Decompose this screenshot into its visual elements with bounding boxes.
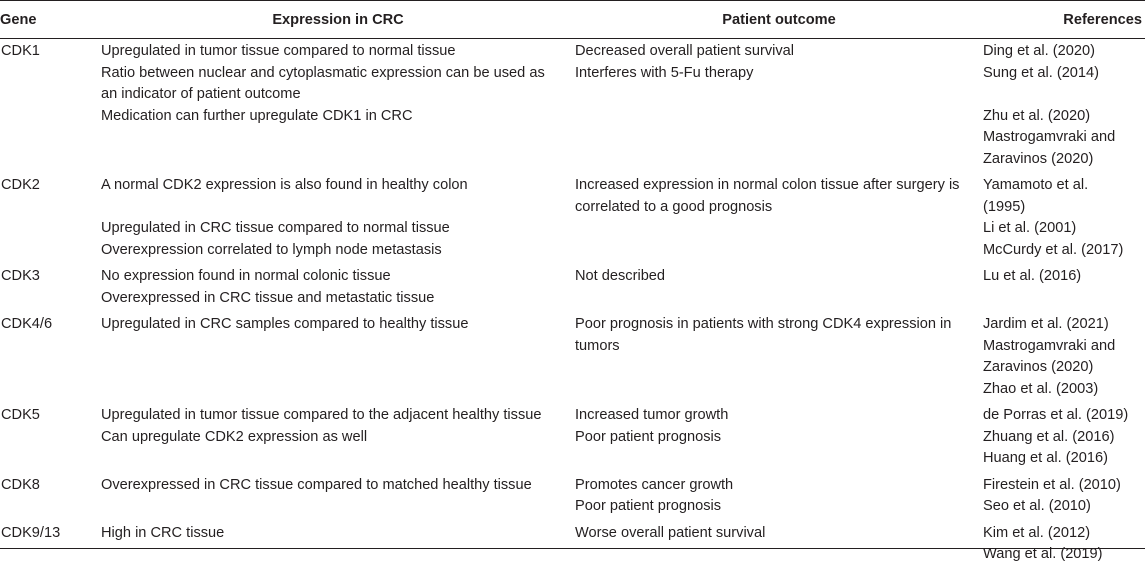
references-cell — [983, 264, 1145, 312]
expression-cell — [101, 312, 575, 403]
outcome-line — [575, 149, 983, 171]
outcome-line: Worse overall patient survival — [575, 524, 766, 541]
outcome-cell — [575, 39, 983, 173]
gene-cell: CDK8 — [1, 476, 40, 493]
table-row — [0, 403, 1145, 473]
reference-line: Zhao et al. (2003) — [983, 380, 1099, 397]
reference-line: de Porras et al. (2019) — [983, 407, 1129, 423]
reference-line: Jardim et al. (2021) — [983, 316, 1109, 332]
outcome-cell — [575, 403, 983, 473]
table-row — [0, 264, 1145, 312]
outcome-line: Promotes cancer growth — [575, 476, 734, 493]
expression-line: A normal CDK2 expression is also found in healthy colon — [101, 177, 468, 193]
outcome-line — [575, 127, 983, 149]
expression-line — [101, 197, 575, 219]
outcome-line — [575, 379, 983, 401]
outcome-cell — [575, 173, 983, 264]
outcome-line: Poor patient prognosis — [575, 498, 722, 514]
table-body — [0, 39, 1145, 569]
expression-line — [101, 379, 575, 401]
table-row — [0, 473, 1145, 521]
expression-cell — [101, 473, 575, 521]
expression-line: Upregulated in CRC tissue compared to normal tissue — [101, 220, 450, 236]
expression-line: No expression found in normal colonic tissue — [101, 268, 391, 284]
reference-line: Zhu et al. (2020) — [983, 107, 1091, 124]
references-cell — [983, 173, 1145, 264]
references-cell — [983, 521, 1145, 569]
outcome-line: Not described — [575, 268, 666, 284]
expression-line: Medication can further upregulate CDK1 in CRC — [101, 107, 413, 124]
expression-cell — [101, 403, 575, 473]
header-outcome: Patient outcome — [722, 11, 836, 28]
outcome-cell — [575, 521, 983, 569]
expression-line: Overexpressed in CRC tissue and metastatic tissue — [101, 289, 435, 306]
expression-line: Upregulated in tumor tissue compared to the adjacent healthy tissue — [101, 407, 542, 423]
outcome-line — [575, 288, 983, 310]
reference-line: McCurdy et al. (2017) — [983, 241, 1124, 258]
outcome-line: Increased tumor growth — [575, 407, 729, 423]
table-row — [0, 521, 1145, 569]
reference-line — [983, 288, 1143, 310]
outcome-cell — [575, 312, 983, 403]
outcome-line — [575, 448, 983, 470]
reference-line: Seo et al. (2010) — [983, 498, 1091, 514]
expression-line: Ratio between nuclear and cytoplasmatic expression can be used as — [101, 64, 545, 81]
outcome-line — [575, 240, 983, 262]
outcome-line: Interferes with 5-Fu therapy — [575, 64, 754, 81]
reference-line: Lu et al. (2016) — [983, 268, 1082, 284]
header-row — [0, 0, 1145, 39]
table-row — [0, 173, 1145, 264]
expression-line — [101, 127, 575, 149]
expression-line — [101, 544, 575, 566]
expression-line: Can upregulate CDK2 expression as well — [101, 428, 368, 445]
header-expression: Expression in CRC — [272, 11, 404, 28]
expression-line — [101, 336, 575, 358]
outcome-line — [575, 84, 983, 106]
table-row — [0, 312, 1145, 403]
reference-line: Mastrogamvraki and — [983, 337, 1116, 354]
expression-line: Upregulated in tumor tissue compared to normal tissue — [101, 43, 456, 59]
reference-line: Zaravinos (2020) — [983, 150, 1094, 167]
table-row — [0, 39, 1145, 173]
expression-line — [101, 448, 575, 470]
outcome-line: correlated to a good prognosis — [575, 198, 773, 215]
outcome-line — [575, 357, 983, 379]
expression-cell — [101, 521, 575, 569]
reference-line: Wang et al. (2019) — [983, 546, 1103, 562]
gene-cell: CDK2 — [1, 177, 40, 193]
outcome-line: Poor patient prognosis — [575, 428, 722, 445]
references-cell — [983, 403, 1145, 473]
expression-line — [101, 357, 575, 379]
reference-line: Zaravinos (2020) — [983, 359, 1094, 375]
outcome-line — [575, 106, 983, 128]
expression-line: High in CRC tissue — [101, 524, 225, 541]
reference-line: Yamamoto et al. — [983, 177, 1089, 193]
gene-cell: CDK3 — [1, 268, 40, 284]
reference-line — [983, 84, 1143, 106]
expression-cell — [101, 39, 575, 173]
references-cell — [983, 39, 1145, 173]
outcome-cell — [575, 264, 983, 312]
outcome-cell — [575, 473, 983, 521]
outcome-line: Poor prognosis in patients with strong CDK4 expression in — [575, 316, 952, 332]
gene-cell: CDK9/13 — [1, 524, 61, 541]
reference-line: Mastrogamvraki and — [983, 129, 1116, 145]
reference-line: Li et al. (2001) — [983, 220, 1077, 236]
outcome-line: tumors — [575, 337, 620, 354]
expression-line — [101, 149, 575, 171]
header-gene: Gene — [0, 11, 37, 28]
outcome-line — [575, 218, 983, 240]
expression-cell — [101, 173, 575, 264]
reference-line: Firestein et al. (2010) — [983, 476, 1121, 493]
references-cell — [983, 312, 1145, 403]
reference-line: Huang et al. (2016) — [983, 450, 1108, 466]
expression-line: Overexpressed in CRC tissue compared to matched healthy tissue — [101, 476, 532, 493]
reference-line: Sung et al. (2014) — [983, 64, 1100, 81]
expression-cell — [101, 264, 575, 312]
reference-line: Zhuang et al. (2016) — [983, 428, 1115, 445]
outcome-line — [575, 544, 983, 566]
expression-line: an indicator of patient outcome — [101, 86, 301, 102]
reference-line: Ding et al. (2020) — [983, 43, 1095, 59]
outcome-line: Increased expression in normal colon tissue after surgery is — [575, 177, 960, 193]
expression-line: Upregulated in CRC samples compared to healthy tissue — [101, 316, 469, 332]
reference-line: (1995) — [983, 198, 1026, 215]
gene-cell: CDK4/6 — [1, 316, 53, 332]
expression-line — [101, 496, 575, 518]
header-references: References — [1063, 11, 1142, 28]
references-cell — [983, 473, 1145, 521]
gene-cell: CDK1 — [1, 43, 40, 59]
outcome-line: Decreased overall patient survival — [575, 43, 795, 59]
expression-line: Overexpression correlated to lymph node metastasis — [101, 241, 442, 258]
reference-line: Kim et al. (2012) — [983, 524, 1091, 541]
gene-cell: CDK5 — [1, 407, 40, 423]
